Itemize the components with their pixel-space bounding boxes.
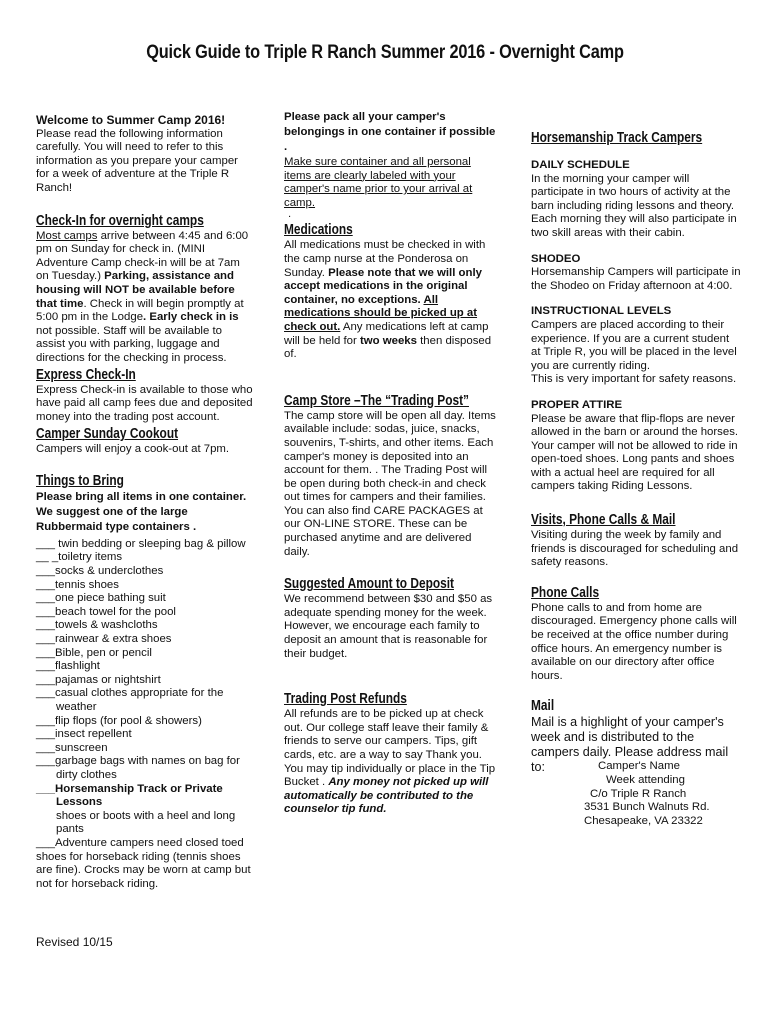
list-item: ___beach towel for the pool bbox=[36, 605, 176, 618]
things-heading: Things to Bring bbox=[36, 472, 124, 489]
shodeo-heading: SHODEO bbox=[531, 252, 581, 265]
column-right bbox=[531, 110, 741, 828]
checkin-bold-1: Parking, assistance and housing will NOT be available before that time bbox=[36, 270, 235, 310]
refund-bold-italic: Any money not picked up will automatically be contributed to the counselor tip fund. bbox=[284, 776, 489, 816]
visits-heading: Visits, Phone Calls & Mail bbox=[531, 512, 676, 529]
mail-heading: Mail bbox=[531, 698, 555, 715]
address-line: C/o Triple R Ranch bbox=[590, 787, 687, 800]
med-bold-underline: All medications should be picked up at check out. bbox=[284, 293, 478, 333]
express-body: Express Check-in is available to those who have paid all camp fees due and deposited money into the trading post account. bbox=[36, 383, 253, 423]
list-item: __ _toiletry items bbox=[36, 551, 123, 564]
welcome-body: Please read the following information carefully. You will need to refer to this information as you prepare your camper for a week of adventure at the Triple R Ranch! bbox=[36, 127, 238, 194]
checkin-bold-2: . Early check in is bbox=[143, 311, 239, 324]
levels-body: Campers are placed according to their experience. If you are a current student at Triple R, you will be placed in the level you are currently riding. bbox=[531, 318, 737, 372]
page-title: Quick Guide to Triple R Ranch Summer 2016 - Overnight Camp bbox=[146, 42, 624, 63]
column-middle bbox=[284, 110, 496, 817]
cookout-body: Campers will enjoy a cook-out at 7pm. bbox=[36, 443, 230, 456]
med-bold-2: two weeks bbox=[359, 334, 417, 347]
list-item: ___casual clothes appropriate for the weather bbox=[36, 687, 224, 713]
medications-heading: Medications bbox=[284, 222, 353, 239]
revised-date: Revised 10/15 bbox=[36, 935, 113, 949]
deposit-heading: Suggested Amount to Deposit bbox=[284, 576, 454, 593]
levels-heading: INSTRUCTIONAL LEVELS bbox=[531, 305, 672, 318]
checkin-text-3: not possible. Staff will be available to assist you with parking, luggage and directions for the checking in process. bbox=[36, 324, 227, 364]
list-item: ___tennis shoes bbox=[36, 578, 119, 591]
list-item: ___garbage bags with names on bag for dirty clothes bbox=[36, 755, 240, 781]
attire-body: Please be aware that flip-flops are never allowed in the barn or around the horses. Your camper will not be allowed to ride in open-toed shoes. Long pants and shoes with a actual heel are required for all campers taking Riding Lessons. bbox=[531, 412, 739, 493]
med-bold-1: Please note that we will only accept medications in the original container, no exceptions. bbox=[284, 266, 482, 306]
pack-notice: Please pack all your camper's belongings in one container if possible . bbox=[284, 111, 496, 153]
list-item: ___flip flops (for pool & showers) bbox=[36, 714, 202, 727]
column-left bbox=[36, 110, 254, 891]
list-item-horsemanship-sub: shoes or boots with a heel and long pants bbox=[56, 809, 236, 836]
welcome-heading: Welcome to Summer Camp 2016! bbox=[36, 113, 226, 127]
list-item: ___Bible, pen or pencil bbox=[36, 646, 152, 659]
shodeo-body: Horsemanship Campers will participate in the Shodeo on Friday afternoon at 4:00. bbox=[531, 266, 741, 292]
cookout-heading: Camper Sunday Cookout bbox=[36, 426, 179, 443]
list-item: ___ twin bedding or sleeping bag & pillow bbox=[36, 537, 246, 550]
address-line: Week attending bbox=[606, 774, 685, 786]
phone-body: Phone calls to and from home are discouraged. Emergency phone calls will be received at the office number during office hours. An emergency number is available on our directory after office hours. bbox=[531, 601, 737, 682]
things-list bbox=[36, 538, 254, 783]
list-item: ___one piece bathing suit bbox=[36, 592, 166, 605]
list-item-adventure: ___Adventure campers need closed toed shoes for horseback riding (tennis shoes are fine). Crocks may be worn at camp but not for horseback riding. bbox=[36, 836, 251, 890]
list-item: ___pajamas or nightshirt bbox=[36, 673, 161, 686]
daily-heading: DAILY SCHEDULE bbox=[531, 159, 630, 171]
list-item: ___flashlight bbox=[36, 660, 100, 673]
refunds-heading: Trading Post Refunds bbox=[284, 691, 407, 708]
deposit-body: We recommend between $30 and $50 as adequate spending money for the week. However, we encourage each family to deposit an amount that is reasonable for their budget. bbox=[284, 593, 493, 660]
address-line: 3531 Bunch Walnuts Rd. bbox=[584, 801, 710, 814]
list-item: ___sunscreen bbox=[36, 741, 108, 754]
med-text-1: All medications must be checked in with the camp nurse at the Ponderosa on Sunday. bbox=[284, 239, 486, 279]
medications-body bbox=[284, 239, 496, 361]
mailing-address bbox=[546, 760, 741, 828]
list-item: ___towels & washcloths bbox=[36, 619, 158, 632]
pack-dot: . bbox=[288, 208, 292, 221]
address-line: Camper's Name bbox=[598, 760, 680, 773]
horsemanship-heading: Horsemanship Track Campers bbox=[531, 130, 703, 146]
levels-body-2: This is very important for safety reasons. bbox=[531, 373, 737, 386]
phone-heading: Phone Calls bbox=[531, 584, 600, 601]
list-item: ___socks & underclothes bbox=[36, 565, 164, 578]
list-item-horsemanship: ___Horsemanship Track or Private Lessons bbox=[36, 782, 223, 809]
checkin-underline: Most camps bbox=[36, 229, 98, 242]
store-body: The camp store will be open all day. Items available include: sodas, juice, snacks, souvenirs, T-shirts, and other items. Each camper's money is deposited into an account for them. . The Trading Post will be open during both check-in and check out times for campers and their families. bbox=[284, 409, 496, 504]
refunds-body bbox=[284, 708, 496, 817]
checkin-body bbox=[36, 230, 254, 366]
visits-body: Visiting during the week by family and friends is discouraged for scheduling and safety reasons. bbox=[531, 529, 739, 569]
pack-label-notice: Make sure container and all personal items are clearly labeled with your camper's name prior to your arrival at camp. bbox=[284, 156, 473, 209]
checkin-heading: Check-In for overnight camps bbox=[36, 212, 204, 229]
med-text-2: Any medications left at camp will be held for bbox=[284, 320, 489, 347]
mail-body: Mail is a highlight of your camper's week and is distributed to the campers daily. Please address mail to: bbox=[531, 715, 729, 775]
attire-heading: PROPER ATTIRE bbox=[531, 398, 623, 411]
things-intro: Please bring all items in one container. We suggest one of the large Rubbermaid type containers . bbox=[36, 490, 247, 533]
list-item: ___insect repellent bbox=[36, 728, 132, 741]
express-heading: Express Check-In bbox=[36, 366, 136, 383]
daily-body: In the morning your camper will participate in two hours of activity at the barn including riding lessons and theory. Each morning they will also participate in two skill areas with their cabin. bbox=[531, 172, 737, 239]
store-heading: Camp Store –The “Trading Post” bbox=[284, 392, 469, 409]
med-text-3: then disposed of. bbox=[284, 334, 492, 361]
checkin-text-2: . Check in will begin promptly at 5:00 pm in the Lodge bbox=[36, 297, 244, 324]
checkin-text-1: arrive between 4:45 and 6:00 pm on Sunday for check in. (MINI Adventure Camp check-in will be at 7am on Tuesday.) bbox=[36, 229, 249, 283]
refund-text: All refunds are to be picked up at check out. Our college staff leave their family & friends to serve our campers. Tips, gift cards, etc. are a way to say Thank you. You may tip individually or place in the Tip Bucket . bbox=[284, 708, 496, 789]
address-line: Chesapeake, VA 23322 bbox=[584, 814, 703, 827]
store-body-2: You can also find CARE PACKAGES at our ON-LINE STORE. These can be purchased anytime and are delivered daily. bbox=[284, 504, 483, 558]
list-item: ___rainwear & extra shoes bbox=[36, 633, 172, 646]
